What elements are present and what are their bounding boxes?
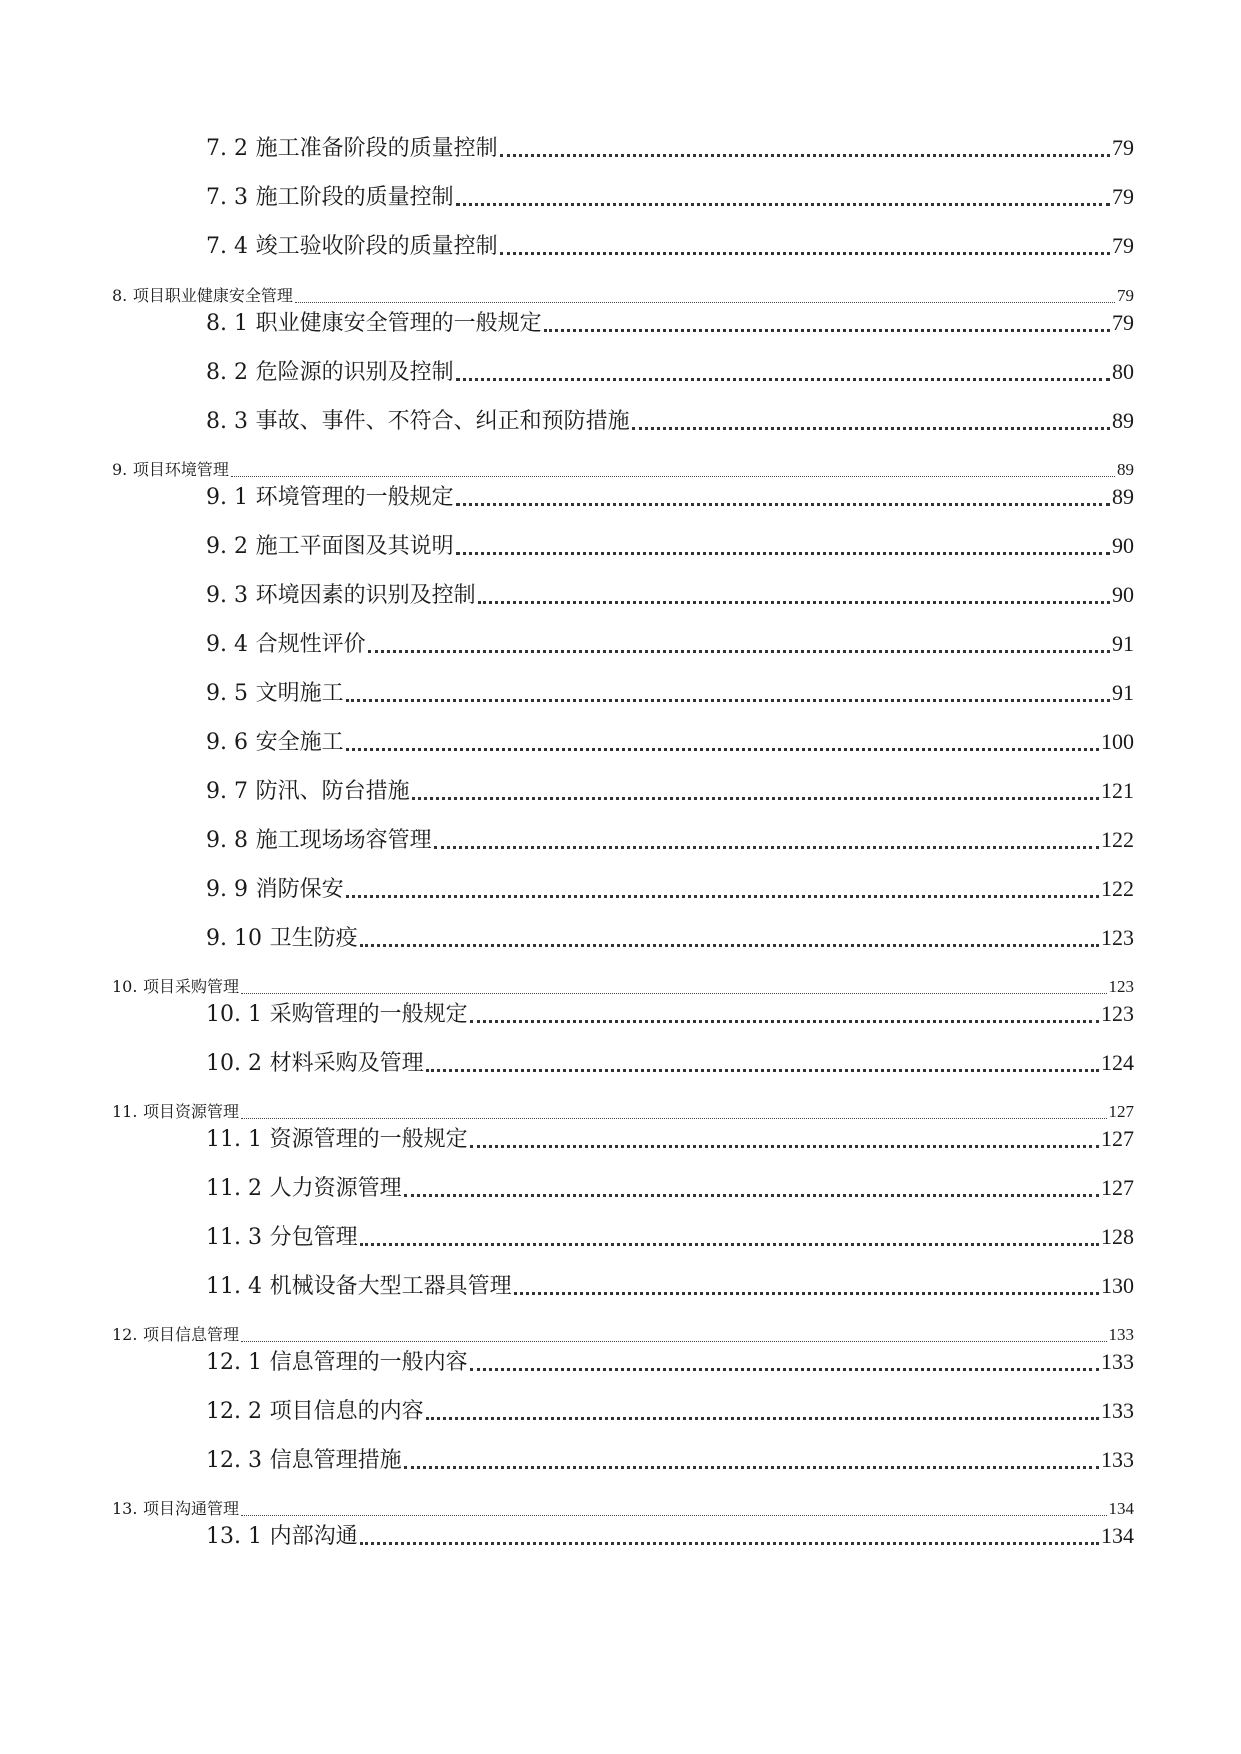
toc-dot-leader [426,1417,1099,1420]
toc-section-entry[interactable] [206,578,1134,612]
toc-section-entry[interactable] [206,355,1134,389]
toc-entry-title: 卫生防疫 [269,926,358,951]
toc-section-entry[interactable] [206,823,1134,857]
toc-dot-leader [368,650,1110,653]
toc-entry-page-number: 133 [1101,1447,1134,1472]
toc-entry-number: 7. 2 [206,136,248,161]
toc-section-entry[interactable] [206,480,1134,514]
toc-entry-title: 人力资源管理 [269,1176,402,1201]
toc-entry-page-number: 79 [1112,233,1134,258]
toc-entry-page-number: 79 [1112,135,1134,160]
toc-dot-leader [241,993,1106,994]
toc-entry-title: 项目沟通管理 [143,1499,240,1518]
toc-chapter-entry[interactable] [112,1497,1134,1521]
toc-entry-title: 项目信息管理 [143,1325,240,1344]
toc-entry-number: 9. 2 [206,534,248,559]
toc-entry-number: 13. [112,1499,138,1518]
toc-entry-page-number: 133 [1108,1325,1134,1344]
toc-entry-title: 安全施工 [255,730,344,755]
toc-entry-page-number: 79 [1112,184,1134,209]
toc-entry-page-number: 134 [1101,1523,1134,1548]
toc-section-entry[interactable] [206,229,1134,263]
toc-entry-page-number: 100 [1101,729,1134,754]
toc-dot-leader [470,1368,1099,1371]
toc-dot-leader [478,601,1110,604]
toc-dot-leader [632,427,1110,430]
toc-chapter-entry[interactable] [112,1323,1134,1347]
toc-chapter-entry[interactable] [112,458,1134,482]
toc-entry-page-number: 90 [1112,582,1134,607]
toc-entry-page-number: 80 [1112,359,1134,384]
toc-entry-number: 9. 8 [206,828,248,853]
toc-entry-number: 10. 1 [206,1002,262,1027]
toc-entry-page-number: 79 [1112,310,1134,335]
toc-dot-leader [500,154,1110,157]
toc-section-entry[interactable] [206,872,1134,906]
toc-chapter-entry[interactable] [112,975,1134,999]
toc-chapter-entry[interactable] [112,284,1134,308]
toc-entry-page-number: 124 [1101,1050,1134,1075]
toc-entry-title: 施工准备阶段的质量控制 [255,136,498,161]
toc-section-entry[interactable] [206,1171,1134,1205]
toc-entry-number: 9. 4 [206,632,248,657]
toc-dot-leader [231,476,1115,477]
toc-entry-number: 10. 2 [206,1051,262,1076]
toc-dot-leader [470,1020,1099,1023]
toc-entry-title: 信息管理措施 [269,1448,402,1473]
toc-entry-number: 8. 3 [206,409,248,434]
toc-entry-number: 12. 1 [206,1350,262,1375]
toc-entry-number: 11. 1 [206,1127,262,1152]
toc-entry-page-number: 89 [1112,408,1134,433]
toc-entry-title: 环境管理的一般规定 [255,485,454,510]
toc-dot-leader [470,1145,1099,1148]
toc-entry-title: 竣工验收阶段的质量控制 [255,234,498,259]
toc-entry-title: 事故、事件、不符合、纠正和预防措施 [255,409,630,434]
toc-section-entry[interactable] [206,1122,1134,1156]
toc-entry-title: 环境因素的识别及控制 [255,583,476,608]
toc-dot-leader [544,329,1110,332]
toc-entry-page-number: 89 [1112,484,1134,509]
toc-section-entry[interactable] [206,1519,1134,1553]
toc-entry-title: 项目采购管理 [143,977,240,996]
toc-entry-page-number: 122 [1101,876,1134,901]
toc-section-entry[interactable] [206,774,1134,808]
toc-entry-number: 7. 3 [206,185,248,210]
toc-entry-number: 11. [112,1102,138,1121]
toc-entry-number: 9. [112,460,128,479]
toc-section-entry[interactable] [206,1220,1134,1254]
toc-entry-page-number: 128 [1101,1224,1134,1249]
toc-entry-title: 项目信息的内容 [269,1399,424,1424]
toc-entry-title: 机械设备大型工器具管理 [269,1274,512,1299]
toc-section-entry[interactable] [206,1394,1134,1428]
toc-entry-number: 8. 1 [206,311,248,336]
toc-entry-number: 7. 4 [206,234,248,259]
toc-entry-title: 文明施工 [255,681,344,706]
toc-entry-number: 9. 3 [206,583,248,608]
toc-entry-title: 分包管理 [269,1225,358,1250]
toc-dot-leader [456,503,1110,506]
toc-dot-leader [500,252,1110,255]
toc-entry-title: 信息管理的一般内容 [269,1350,468,1375]
toc-entry-page-number: 91 [1112,631,1134,656]
toc-entry-number: 11. 4 [206,1274,262,1299]
toc-section-entry[interactable] [206,529,1134,563]
toc-entry-page-number: 133 [1101,1349,1134,1374]
toc-section-entry[interactable] [206,131,1134,165]
toc-entry-page-number: 127 [1101,1126,1134,1151]
toc-entry-page-number: 134 [1108,1499,1134,1518]
toc-dot-leader [404,1466,1099,1469]
toc-entry-page-number: 122 [1101,827,1134,852]
toc-entry-title: 危险源的识别及控制 [255,360,454,385]
toc-section-entry[interactable] [206,404,1134,438]
toc-entry-page-number: 79 [1117,286,1134,305]
toc-entry-number: 12. 3 [206,1448,262,1473]
toc-dot-leader [346,748,1099,751]
toc-dot-leader [241,1341,1106,1342]
toc-chapter-entry[interactable] [112,1100,1134,1124]
toc-entry-title: 防汛、防台措施 [255,779,410,804]
toc-section-entry[interactable] [206,725,1134,759]
toc-entry-title: 施工阶段的质量控制 [255,185,454,210]
toc-entry-number: 11. 3 [206,1225,262,1250]
toc-entry-number: 13. 1 [206,1524,262,1549]
toc-entry-title: 项目资源管理 [143,1102,240,1121]
toc-section-entry[interactable] [206,1345,1134,1379]
toc-entry-number: 9. 7 [206,779,248,804]
toc-dot-leader [360,944,1099,947]
toc-dot-leader [295,302,1115,303]
toc-entry-number: 9. 10 [206,926,262,951]
toc-entry-page-number: 91 [1112,680,1134,705]
toc-entry-number: 9. 5 [206,681,248,706]
toc-entry-page-number: 123 [1101,925,1134,950]
toc-entry-number: 12. [112,1325,138,1344]
toc-section-entry[interactable] [206,180,1134,214]
toc-dot-leader [360,1542,1099,1545]
toc-section-entry[interactable] [206,676,1134,710]
toc-entry-number: 9. 6 [206,730,248,755]
toc-entry-page-number: 127 [1101,1175,1134,1200]
toc-entry-title: 内部沟通 [269,1524,358,1549]
toc-entry-title: 职业健康安全管理的一般规定 [255,311,542,336]
toc-entry-number: 8. 2 [206,360,248,385]
toc-entry-number: 11. 2 [206,1176,262,1201]
toc-entry-title: 项目环境管理 [132,460,229,479]
toc-dot-leader [241,1515,1106,1516]
toc-dot-leader [241,1118,1106,1119]
toc-dot-leader [456,378,1110,381]
toc-entry-page-number: 89 [1117,460,1134,479]
toc-entry-page-number: 127 [1108,1102,1134,1121]
toc-entry-page-number: 123 [1101,1001,1134,1026]
toc-entry-number: 9. 9 [206,877,248,902]
toc-dot-leader [426,1069,1099,1072]
toc-entry-title: 资源管理的一般规定 [269,1127,468,1152]
toc-dot-leader [514,1292,1099,1295]
toc-entry-title: 采购管理的一般规定 [269,1002,468,1027]
toc-dot-leader [346,699,1110,702]
toc-entry-page-number: 133 [1101,1398,1134,1423]
toc-dot-leader [456,203,1110,206]
toc-entry-title: 施工现场场容管理 [255,828,432,853]
toc-entry-number: 12. 2 [206,1399,262,1424]
toc-section-entry[interactable] [206,921,1134,955]
toc-dot-leader [360,1243,1099,1246]
toc-entry-title: 合规性评价 [255,632,366,657]
toc-entry-page-number: 130 [1101,1273,1134,1298]
toc-section-entry[interactable] [206,1046,1134,1080]
toc-entry-page-number: 121 [1101,778,1134,803]
toc-section-entry[interactable] [206,306,1134,340]
toc-entry-number: 9. 1 [206,485,248,510]
toc-entry-title: 材料采购及管理 [269,1051,424,1076]
toc-dot-leader [404,1194,1099,1197]
toc-entry-page-number: 90 [1112,533,1134,558]
toc-dot-leader [412,797,1099,800]
toc-entry-title: 施工平面图及其说明 [255,534,454,559]
toc-entry-title: 项目职业健康安全管理 [132,286,293,305]
toc-entry-page-number: 123 [1108,977,1134,996]
toc-section-entry[interactable] [206,997,1134,1031]
toc-section-entry[interactable] [206,627,1134,661]
toc-dot-leader [346,895,1099,898]
toc-entry-number: 10. [112,977,138,996]
toc-dot-leader [456,552,1110,555]
toc-entry-number: 8. [112,286,128,305]
toc-section-entry[interactable] [206,1269,1134,1303]
toc-section-entry[interactable] [206,1443,1134,1477]
toc-entry-title: 消防保安 [255,877,344,902]
toc-dot-leader [434,846,1099,849]
